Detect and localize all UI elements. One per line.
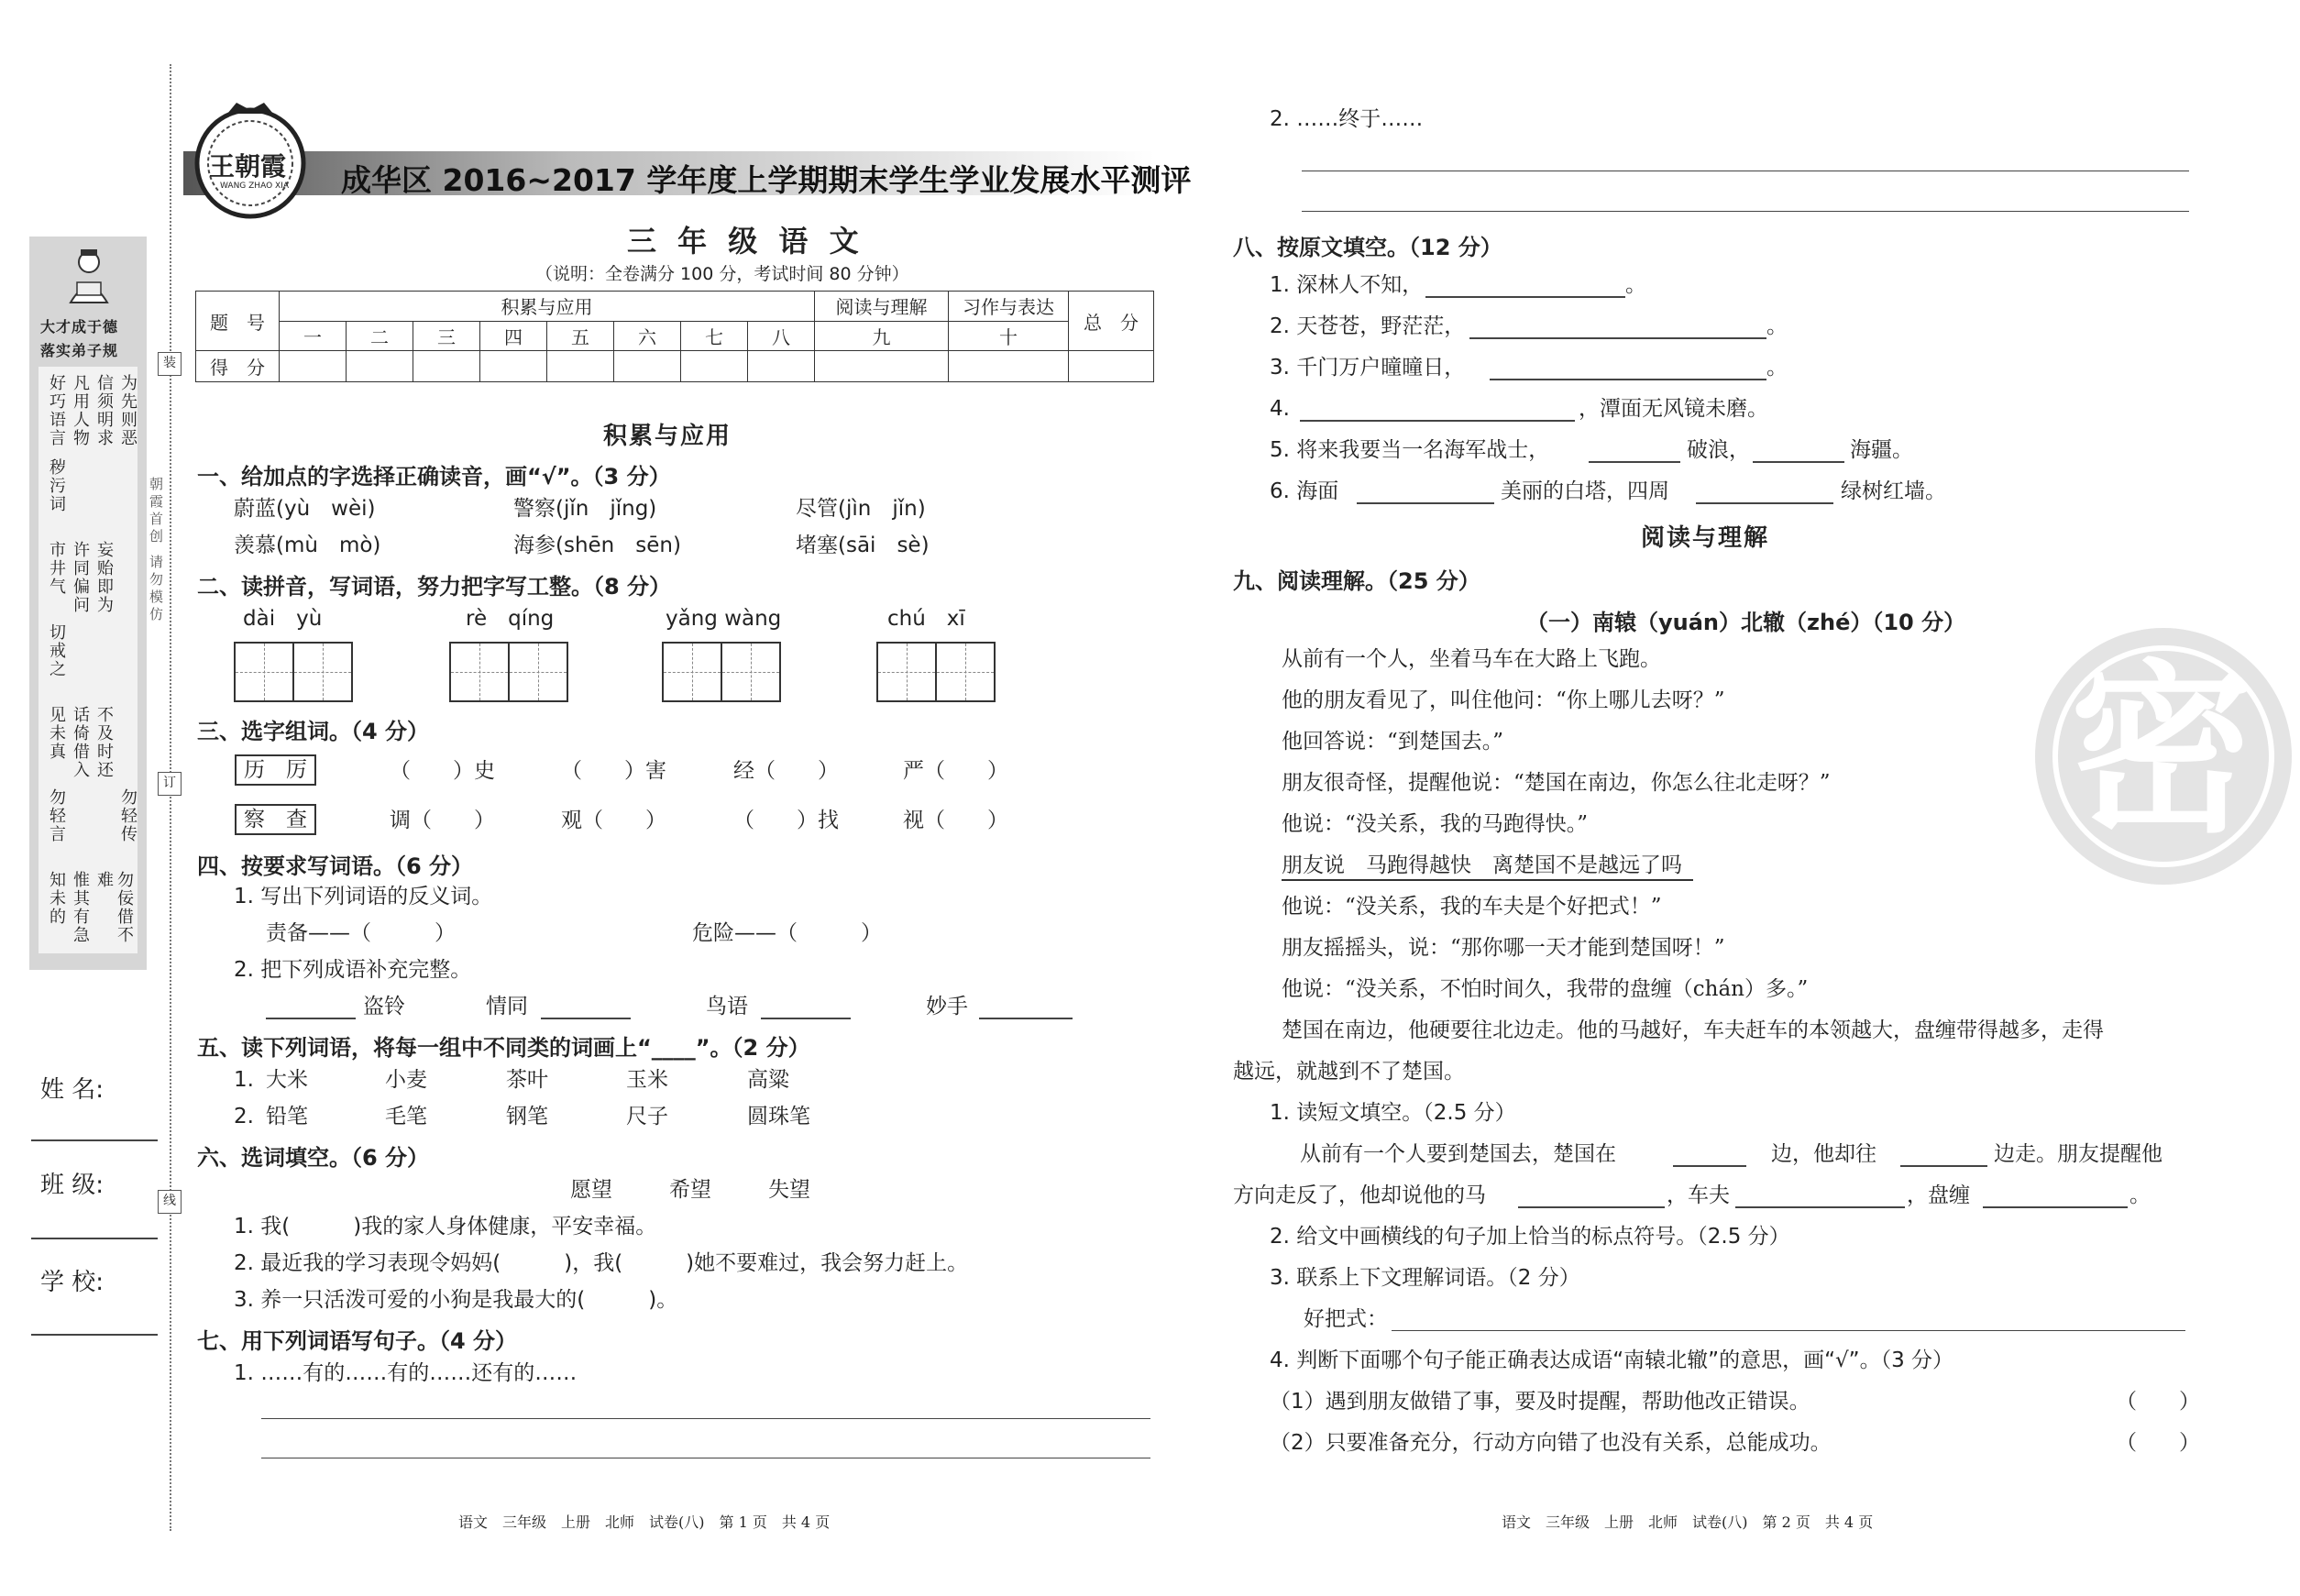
q6-sentence[interactable]: 3. 养一只活泼可爱的小狗是我最大的( )。 xyxy=(234,1288,678,1312)
judge-paren[interactable]: （ ） xyxy=(2116,1390,2200,1414)
q8-line: 破浪， xyxy=(1687,438,1750,462)
maxim-col: 勿轻传 xyxy=(118,788,138,843)
passage-para: 他说：“没关系，不怕时间久，我带的盘缠（chán）多。” xyxy=(1282,977,1809,1001)
q1-item: 羡慕(mù mò) xyxy=(234,534,381,557)
q8-line: 3. 千门万户曈曈日， xyxy=(1270,356,1466,380)
q8-title: 八、按原文填空。（12 分） xyxy=(1233,235,1502,260)
q1-item: 蔚蓝(yù wèi) xyxy=(234,497,376,521)
score-group3: 习作与表达 xyxy=(949,292,1069,322)
q8-line: ，潭面无风镜未磨。 xyxy=(1579,397,1768,421)
q6-option: 失望 xyxy=(768,1178,810,1202)
cut-note: 朝霞首创 请勿模仿 xyxy=(148,477,164,624)
passage-para: 从前有一个人，坐着马车在大路上飞跑。 xyxy=(1282,647,1661,671)
answer-line[interactable] xyxy=(1302,211,2189,212)
maxim-col: 为先则恶 xyxy=(118,374,138,447)
q1-item: 海参(shēn sēn) xyxy=(513,534,681,557)
fill-blank[interactable] xyxy=(1300,420,1575,422)
judge-paren[interactable]: （ ） xyxy=(2116,1431,2200,1455)
q8-line: 绿树红墙。 xyxy=(1841,479,1946,503)
q4-sub2: 2. 把下列成语补充完整。 xyxy=(234,958,472,982)
q3-char-box: 察 查 xyxy=(235,804,316,835)
score-num: 二 xyxy=(347,321,413,351)
q8-line: 6. 海面 xyxy=(1270,479,1339,503)
pinyin-label: dài yù xyxy=(243,607,323,631)
q7-sentence-1: 1. ……有的……有的……还有的…… xyxy=(234,1361,578,1385)
q5-word[interactable]: 小麦 xyxy=(385,1068,427,1092)
cut-mark-1: 装 xyxy=(158,352,182,376)
q5-title: 五、读下列词语，将每一组中不同类的词画上“____”。（2 分） xyxy=(197,1035,810,1061)
motto-bottom: 落实弟子规 xyxy=(40,342,119,359)
score-num: 五 xyxy=(547,321,614,351)
passage-para: 他的朋友看见了，叫住他问：“你上哪儿去呀？” xyxy=(1282,688,1725,712)
school-field[interactable] xyxy=(31,1334,158,1336)
score-cell[interactable] xyxy=(748,351,815,382)
q3-blank[interactable]: 调（ ） xyxy=(390,809,495,832)
q5-word[interactable]: 圆珠笔 xyxy=(747,1105,810,1128)
q5-word[interactable]: 高粱 xyxy=(747,1068,789,1092)
score-num: 十 xyxy=(949,321,1069,351)
q8-line: 美丽的白塔，四周 xyxy=(1501,479,1669,503)
fill-blank[interactable] xyxy=(1589,461,1680,463)
score-num: 六 xyxy=(614,321,681,351)
score-table xyxy=(195,291,1154,382)
q5-word[interactable]: 尺子 xyxy=(626,1105,668,1128)
watermark-char: 密 xyxy=(2070,644,2254,858)
q5-word[interactable]: 茶叶 xyxy=(506,1068,548,1092)
q3-char-box: 历 厉 xyxy=(235,754,316,786)
logo-subtext: WANG ZHAO XIA xyxy=(220,182,289,191)
judge-option: （2）只要准备充分，行动方向错了也没有关系，总能成功。 xyxy=(1270,1431,1832,1455)
fill-blank[interactable] xyxy=(1900,1165,1987,1167)
maxim-col: 信须明求 xyxy=(94,374,114,447)
antonym-item[interactable]: 责备——（ ） xyxy=(266,921,456,945)
idiom-word: 情同 xyxy=(486,995,528,1018)
passage-title: （一）南辕（yuán）北辙（zhé）（10 分） xyxy=(1526,610,1966,635)
score-num: 八 xyxy=(748,321,815,351)
q9-sub3: 3. 联系上下文理解词语。（2 分） xyxy=(1270,1266,1580,1290)
score-cell[interactable] xyxy=(413,351,480,382)
q8-line: 1. 深林人不知， xyxy=(1270,273,1424,297)
q3-blank[interactable]: 严（ ） xyxy=(903,759,1008,783)
q3-blank[interactable]: （ ）找 xyxy=(733,809,839,832)
fill-blank[interactable] xyxy=(1983,1206,2128,1208)
q2-title: 二、读拼音，写词语，努力把字写工整。（8 分） xyxy=(197,574,672,600)
q3-blank[interactable]: （ ）史 xyxy=(390,759,495,783)
score-total: 总 分 xyxy=(1069,292,1154,351)
writing-grid[interactable] xyxy=(876,642,996,702)
score-cell[interactable] xyxy=(815,351,949,382)
q3-blank[interactable]: （ ）害 xyxy=(561,759,666,783)
q4-sub1: 1. 写出下列词语的反义词。 xyxy=(234,885,493,908)
q7-title: 七、用下列词语写句子。（4 分） xyxy=(197,1328,518,1354)
q9-fill-text: 边，他却往 xyxy=(1771,1142,1876,1166)
passage-para: 他回答说：“到楚国去。” xyxy=(1282,730,1504,754)
passage-para: 他说：“没关系，我的马跑得快。” xyxy=(1282,812,1589,836)
class-label: 班 级: xyxy=(40,1172,105,1199)
q8-line: 。 xyxy=(1766,314,1788,338)
judge-option: （1）遇到朋友做错了事，要及时提醒，帮助他改正错误。 xyxy=(1270,1390,1810,1414)
fill-blank[interactable] xyxy=(1490,379,1766,380)
score-group1: 积累与应用 xyxy=(280,292,815,322)
score-cell[interactable] xyxy=(480,351,547,382)
name-field[interactable] xyxy=(31,1139,158,1141)
q8-line: 。 xyxy=(1625,273,1646,297)
score-num: 四 xyxy=(480,321,547,351)
passage-closing: 楚国在南边，他硬要往北边走。他的马越好，车夫赶车的本领越大，盘缠带得越多，走得 xyxy=(1282,1018,2104,1042)
fill-blank[interactable] xyxy=(1357,502,1494,504)
maxim-col: 话倚借入 xyxy=(71,706,90,779)
fill-blank[interactable] xyxy=(1753,461,1844,463)
q8-line: 5. 将来我要当一名海军战士， xyxy=(1270,438,1550,462)
q9-sub2: 2. 给文中画横线的句子加上恰当的标点符号。（2.5 分） xyxy=(1270,1225,1790,1249)
footer-right: 语文 三年级 上册 北师 试卷(八) 第 2 页 共 4 页 xyxy=(1502,1513,1874,1531)
q1-item: 尽管(jìn jǐn) xyxy=(796,497,926,521)
q1-item: 堵塞(sāi sè) xyxy=(796,534,930,557)
q3-blank[interactable]: 观（ ） xyxy=(561,809,666,832)
maxim-col: 见未真 xyxy=(47,706,66,761)
fill-blank[interactable] xyxy=(1735,1206,1905,1208)
section-title-right: 阅读与理解 xyxy=(1641,524,1770,552)
q7-sentence-2: 2. ……终于…… xyxy=(1270,107,1424,131)
score-cell[interactable] xyxy=(347,351,413,382)
q5-word[interactable]: 玉米 xyxy=(626,1068,668,1092)
passage-para: 朋友摇摇头，说：“那你哪一天才能到楚国呀！” xyxy=(1282,936,1725,960)
q8-line: 海疆。 xyxy=(1850,438,1913,462)
maxim-col: 秽污词 xyxy=(47,458,66,513)
fill-blank[interactable] xyxy=(1518,1206,1665,1208)
score-cell[interactable] xyxy=(949,351,1069,382)
q5-row-no: 1. xyxy=(234,1068,254,1092)
answer-line[interactable] xyxy=(1392,1330,2185,1331)
fill-blank[interactable] xyxy=(1425,296,1625,298)
section-title-left: 积累与应用 xyxy=(603,423,732,450)
pinyin-label: yǎng wàng xyxy=(666,607,782,631)
q9-fill-text: ，盘缠 xyxy=(1907,1183,1970,1207)
q9-sub1: 1. 读短文填空。（2.5 分） xyxy=(1270,1101,1516,1125)
q1-title: 一、给加点的字选择正确读音，画“√”。（3 分） xyxy=(197,464,671,490)
q5-word[interactable]: 毛笔 xyxy=(385,1105,427,1128)
cut-mark-3: 线 xyxy=(158,1190,182,1214)
q8-line: 。 xyxy=(1766,356,1788,380)
q4-title: 四、按要求写词语。（6 分） xyxy=(197,853,474,879)
q5-word[interactable]: 大米 xyxy=(266,1068,308,1092)
fill-blank[interactable] xyxy=(1673,1165,1746,1167)
maxim-col: 惟其有急 xyxy=(71,871,90,944)
q6-sentence[interactable]: 1. 我( )我的家人身体健康，平安幸福。 xyxy=(234,1215,657,1238)
maxim-col: 凡用人物 xyxy=(71,374,90,447)
idiom-blank[interactable] xyxy=(761,1018,851,1019)
score-cell[interactable] xyxy=(547,351,614,382)
q8-line: 2. 天苍苍，野茫茫， xyxy=(1270,314,1466,338)
q5-row-no: 2. xyxy=(234,1105,254,1128)
maxim-col: 勿佞借不难 xyxy=(94,871,134,944)
idiom-blank[interactable] xyxy=(266,1018,356,1019)
q3-blank[interactable]: 视（ ） xyxy=(903,809,1008,832)
dotted-cut-line xyxy=(170,64,171,1531)
subject-title: 三 年 级 语 文 xyxy=(627,224,864,259)
cut-mark-2: 订 xyxy=(158,772,182,796)
q9-fill-text: 边走。朋友提醒他 xyxy=(1994,1142,2162,1166)
idiom-blank[interactable] xyxy=(979,1018,1073,1019)
footer-left: 语文 三年级 上册 北师 试卷(八) 第 1 页 共 4 页 xyxy=(458,1513,831,1531)
q5-word[interactable]: 钢笔 xyxy=(506,1105,548,1128)
q9-fill-text: ，车夫 xyxy=(1667,1183,1730,1207)
class-field[interactable] xyxy=(31,1238,158,1239)
maxim-col: 好巧语言 xyxy=(47,374,66,447)
q8-line: 4. xyxy=(1270,397,1290,421)
fill-blank[interactable] xyxy=(1696,502,1833,504)
antonym-item[interactable]: 危险——（ ） xyxy=(692,921,882,945)
q6-sentence[interactable]: 2. 最近我的学习表现令妈妈( )，我( )她不要难过，我会努力赶上。 xyxy=(234,1251,969,1275)
maxim-col: 知未的 xyxy=(47,871,66,926)
score-cell[interactable] xyxy=(1069,351,1154,382)
school-label: 学 校: xyxy=(40,1269,105,1296)
writing-grid[interactable] xyxy=(662,642,781,702)
score-num: 一 xyxy=(280,321,347,351)
q9-fill-text: 。 xyxy=(2129,1183,2151,1207)
maxim-col: 妄贻即为 xyxy=(94,541,114,614)
scholar-figure-icon xyxy=(57,246,121,306)
score-group2: 阅读与理解 xyxy=(815,292,949,322)
fill-blank[interactable] xyxy=(1469,337,1766,339)
q9-word-label: 好把式： xyxy=(1304,1307,1388,1331)
maxim-col: 切戒之 xyxy=(47,623,66,678)
score-num: 九 xyxy=(815,321,949,351)
idiom-word: 妙手 xyxy=(926,995,968,1018)
score-cell[interactable] xyxy=(280,351,347,382)
pinyin-label: chú xī xyxy=(887,607,965,631)
exam-title: 成华区 2016~2017 学年度上学期期末学生学业发展水平测评 xyxy=(341,162,1192,198)
idiom-word: 盗铃 xyxy=(363,995,405,1018)
maxim-col: 市井气 xyxy=(47,541,66,596)
pinyin-label: rè qíng xyxy=(466,607,555,631)
underlined-sentence[interactable]: 朋友说 马跑得越快 离楚国不是越远了吗 xyxy=(1282,852,1693,881)
passage-para: 朋友很奇怪，提醒他说：“楚国在南边，你怎么往北走呀？” xyxy=(1282,771,1831,795)
passage-para: 他说：“没关系，我的车夫是个好把式！” xyxy=(1282,895,1662,919)
q1-item: 警察(jǐn jǐng) xyxy=(513,497,657,521)
q5-word[interactable]: 铅笔 xyxy=(266,1105,308,1128)
idiom-word: 鸟语 xyxy=(706,995,748,1018)
maxim-box xyxy=(39,367,138,953)
maxim-col: 勿轻言 xyxy=(47,788,66,843)
score-row2-label: 得 分 xyxy=(196,351,280,382)
name-label: 姓 名: xyxy=(40,1076,105,1104)
answer-line[interactable] xyxy=(261,1418,1150,1419)
writing-grid[interactable] xyxy=(449,642,568,702)
score-row1-label: 题 号 xyxy=(196,292,280,351)
q9-fill-text: 从前有一个人要到楚国去，楚国在 xyxy=(1300,1142,1616,1166)
exam-note: （说明：全卷满分 100 分，考试时间 80 分钟） xyxy=(535,264,909,284)
q9-sub4: 4. 判断下面哪个句子能正确表达成语“南辕北辙”的意思，画“√”。（3 分） xyxy=(1270,1348,1954,1372)
idiom-blank[interactable] xyxy=(541,1018,631,1019)
q9-fill-text: 方向走反了，他却说他的马 xyxy=(1233,1183,1486,1207)
q3-blank[interactable]: 经（ ） xyxy=(733,759,839,783)
q3-title: 三、选字组词。（4 分） xyxy=(197,719,430,744)
q6-option: 愿望 xyxy=(570,1178,612,1202)
score-cell[interactable] xyxy=(681,351,748,382)
score-cell[interactable] xyxy=(614,351,681,382)
writing-grid[interactable] xyxy=(234,642,353,702)
q6-option: 希望 xyxy=(669,1178,711,1202)
passage-closing: 越远，就越到不了楚国。 xyxy=(1233,1060,1465,1084)
logo-text: 王朝霞 xyxy=(209,151,287,182)
q6-title: 六、选词填空。（6 分） xyxy=(197,1145,430,1171)
score-num: 七 xyxy=(681,321,748,351)
motto-top: 大才成于德 xyxy=(40,318,119,336)
maxim-col: 不及时还 xyxy=(94,706,114,779)
score-num: 三 xyxy=(413,321,480,351)
maxim-col: 许同偏问 xyxy=(71,541,90,614)
q9-title: 九、阅读理解。（25 分） xyxy=(1233,568,1480,594)
